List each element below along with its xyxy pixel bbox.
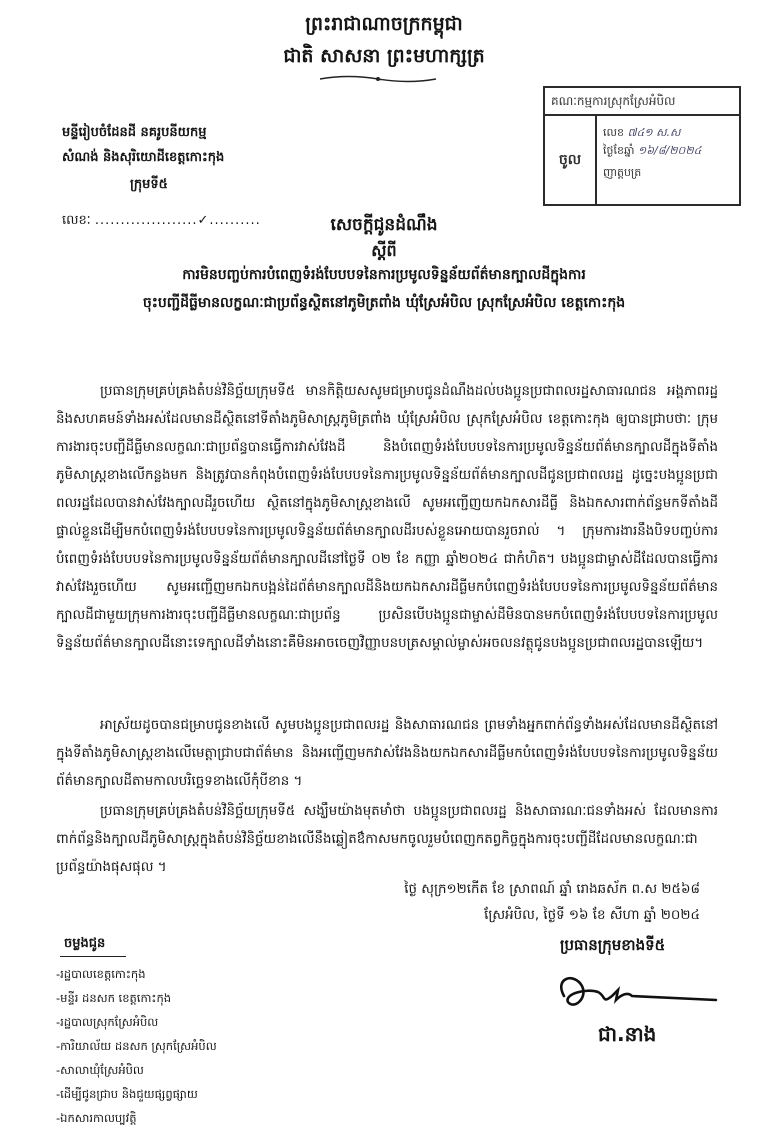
cc-title: ចម្លងជូន — [64, 936, 106, 951]
lunar-date: ថ្ងៃ សុក្រ១២កើត ខែ ស្រាពណ៍ ឆ្នាំ រោងឆស័ក ព.ស ២៥៦៨ — [404, 882, 700, 897]
stamp-date-value: ១៦/៨/២០២៤ — [637, 144, 702, 157]
cc-item: -រដ្ឋបាលស្រុកស្រែអំបិល — [56, 1015, 159, 1029]
cc-item: -សាលាឃុំស្រែអំបិល — [56, 1063, 144, 1077]
stamp-label: ចូល — [545, 116, 597, 204]
body-paragraph-1: ប្រធានក្រុមគ្រប់គ្រងតំបន់វិនិច្ឆ័យក្រុមទី៥ មានកិត្តិយសសូមជម្រាបជូនដំណឹងដល់បងប្អូនប្រជាពលរដ្ឋសាធារណជន អង្គភាពរដ្ឋ និងសហគមន៍ទាំងអស់ដែលមានដីស្ថិតនៅទីតាំងភូមិសាស្ត្រភូមិត្រពាំង ឃុំស្រែអំបិល ស្រុកស្រែអំបិល ខេត្តកោះកុង ឲ្យបានជ្រាបថាៈ ក្រុមការងារចុះបញ្ជីដីធ្លីមានលក្ខណៈជាប្រព័ន្ធបានធ្វើការវាស់វែងដី និងបំពេញទំរង់បែបបទនៃការប្រមូលទិន្នន័យព័ត៌មានក្បាលដីក្នុងទីតាំងភូមិសាស្ត្រខាងលើកន្លងមក និងត្រូវបានកំពុងបំពេញទំរង់បែបបទនៃការប្រមូលទិន្នន័យព័ត៌មានក្បាលដីជូនប្រជាពលរដ្ឋ ដូច្នេះបងប្អូនប្រជាពលរដ្ឋដែលបានវាស់វែងក្បាលដីរួចហើយ ស្ថិតនៅក្នុងភូមិសាស្ត្រខាងលើ សូមអញ្ជើញយកឯកសារដីធ្លី និងឯកសារពាក់ព័ន្ធមកទីតាំងដីផ្ទាល់ខ្លួនដើម្បីមកបំពេញទំរង់បែបបទនៃការប្រមូលទិន្នន័យព័ត៌មានក្បាលដីរបស់ខ្លួនអោយបានរួចរាល់ ។ ក្រុមការងារនឹងបិទបញ្ចប់ការបំពេញទំរង់បែបបទនៃការប្រមូលទិន្នន័យព័ត៌មានក្បាលដីនៅថ្ងៃទី ០២ ខែ កញ្ញា ឆ្នាំ២០២៤ ជាកំហិត។ បងប្អូនជាម្ចាស់ដីដែលបានធ្វើការវាស់វែងរួចហើយ សូមអញ្ជើញមកឯកបង្អន់ដៃព័ត៌មានក្បាលដីនិងយកឯកសារដីធ្លីមកបំពេញទំរង់បែបបទនៃការប្រមូលទិន្នន័យព័ត៌មានក្បាលដីជាមួយក្រុមការងារចុះបញ្ជីដីធ្លីមានលក្ខណៈជាប្រព័ន្ធ ប្រសិនបើបងប្អូនជាម្ចាស់ដីមិនបានមកបំពេញទំរង់បែបបទនៃការប្រមូលទិន្នន័យព័ត៌មានក្បាលដីនោះទេក្បាលដីទាំងនោះគឺមិនអាចចេញវិញ្ញាបនបត្រសម្គាល់ម្ចាស់អចលនវត្ថុជូនបងប្អូនប្រជាពលរដ្ឋបានឡើយ។ — [56, 384, 718, 651]
body-paragraph-3: ប្រធានក្រុមគ្រប់គ្រងតំបន់វិនិច្ឆ័យក្រុមទី៥ សង្ឃឹមយ៉ាងមុតមាំថា បងប្អូនប្រជាពលរដ្ឋ និងសាធារណៈជនទាំងអស់ ដែលមានការពាក់ព័ន្ធនិងក្បាលដីភូមិសាស្ត្រក្នុងតំបន់វិនិច្ឆ័យខាងលើនឹងឆ្លៀតឳកាសមកចូលរួមបំពេញកតព្វកិច្ចក្នុងការចុះបញ្ជីដីដែលមានលក្ខណៈជាប្រព័ន្ធយ៉ាងផុសផុល ។ — [56, 804, 718, 875]
signer-name: ជា.នាង — [598, 1022, 657, 1046]
national-motto: ជាតិ សាសនា ព្រះមហាក្សត្រ — [283, 45, 485, 67]
stamp-office: គណៈកម្មការស្រុកស្រែអំបិល — [545, 88, 739, 116]
stamp-number-row — [603, 126, 681, 142]
stamp-date-row — [603, 144, 701, 160]
cc-item: -ដើម្បីជូនជ្រាប និងជួយផ្សព្វផ្សាយ — [56, 1087, 198, 1101]
cc-item: -ការិយាល័យ ដនសក ស្រុកស្រែអំបិល — [56, 1039, 217, 1053]
solar-date: ស្រែអំបិល, ថ្ងៃទី ១៦ ខែ សីហា ឆ្នាំ ២០២៤ — [484, 908, 700, 923]
document-subject-line-1: ការមិនបញ្ចប់ការបំពេញទំរង់បែបបទនៃការប្រមូលទិន្នន័យព័ត៌មានក្បាលដីក្នុងការ — [182, 267, 586, 283]
body-paragraph-2: អាស្រ័យដូចបានជម្រាបជូនខាងលើ សូមបងប្អូនប្រជាពលរដ្ឋ និងសាធារណជន ព្រមទាំងអ្នកពាក់ព័ន្ធទាំងអស់ដែលមានដីស្ថិតនៅក្នុងទីតាំងភូមិសាស្ត្រខាងលើមេត្តាជ្រាបជាព័ត៌មាន និងអញ្ជើញមកវាស់វែងនិងយកឯកសារដីធ្លីមកបំពេញទំរង់បែបបទនៃការប្រមូលទិន្នន័យព័ត៌មានក្បាលដីតាមកាលបរិច្ឆេទខាងលើកុំបីខាន ។ — [56, 718, 718, 789]
cc-item: -រដ្ឋបាលខេត្តកោះកុង — [56, 967, 146, 981]
cc-item: -មន្ទីរ ដនសក ខេត្តកោះកុង — [56, 991, 172, 1005]
document-title: សេចក្តីជូនដំណឹង — [330, 215, 438, 235]
ministry-line-2: សំណង់ និងសុរិយោដីខេត្តកោះកុង — [62, 150, 225, 165]
reference-value: ....................✓.......... — [94, 213, 261, 228]
stamp-note-row: ញាត្តបត្រ — [603, 166, 642, 179]
received-stamp — [543, 86, 741, 206]
cc-item: -ឯកសារកាលប្បវត្តិ — [56, 1111, 137, 1125]
cc-underline — [60, 956, 126, 957]
document-about: ស្តីពី — [371, 241, 397, 260]
ornament-divider-icon — [318, 74, 438, 84]
cc-list — [56, 962, 217, 1130]
team-label: ក្រុមទី៥ — [130, 177, 168, 192]
document-subject-line-2: ចុះបញ្ជីដីធ្លីមានលក្ខណៈជាប្រព័ន្ធស្ថិតនៅភូមិត្រពាំង ឃុំស្រែអំបិល ស្រុកស្រែអំបិល ខេត្តកោះកុង — [142, 295, 626, 311]
stamp-number-value: ៧៤១ ស.ស — [627, 126, 681, 139]
stamp-date-label: ថ្ងៃខែឆ្នាំ — [603, 144, 635, 157]
ministry-line-1: មន្ទីរៀបចំដែនដី នគរូបនីយកម្ម — [62, 125, 207, 140]
signer-title: ប្រធានក្រុមខាងទី៥ — [560, 936, 666, 954]
signature-icon — [546, 966, 726, 1022]
reference-label: លេខៈ — [62, 213, 91, 228]
kingdom-heading: ព្រះរាជាណាចក្រកម្ពុជា — [305, 13, 463, 35]
stamp-number-label: លេខ — [603, 126, 624, 139]
